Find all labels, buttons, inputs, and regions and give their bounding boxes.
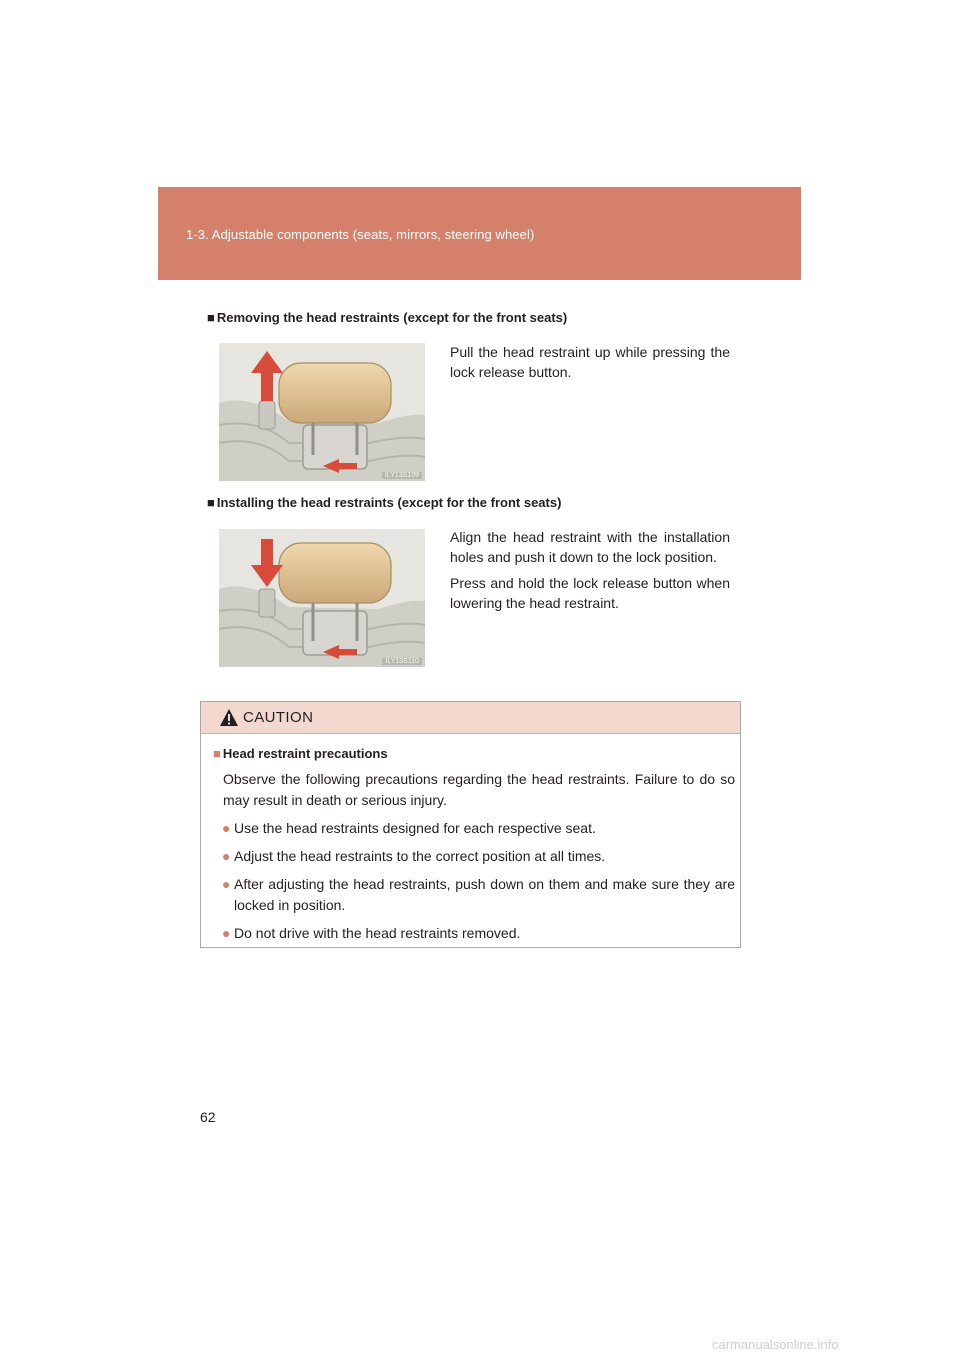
page-number: 62 xyxy=(200,1109,216,1125)
list-item: ● Adjust the head restraints to the correct position at all times. xyxy=(213,846,735,867)
square-bullet-icon: ■ xyxy=(207,310,215,325)
figure-installing-head-restraint xyxy=(219,529,425,667)
caution-header xyxy=(201,702,740,734)
square-bullet-icon: ■ xyxy=(213,746,221,761)
list-item: ● Do not drive with the head restraints removed. xyxy=(213,923,735,944)
figure-removing-head-restraint xyxy=(219,343,425,481)
bullet-icon: ● xyxy=(222,876,231,892)
bullet-icon: ● xyxy=(222,925,231,941)
list-item: ● Use the head restraints designed for each respective seat. xyxy=(213,818,735,839)
figure-code-label: ILY13S109 xyxy=(382,472,422,479)
list-item: ● After adjusting the head restraints, push down on them and make sure they are locked in position. xyxy=(222,876,735,913)
square-bullet-icon: ■ xyxy=(207,495,215,510)
caution-heading: ■ Head restraint precautions xyxy=(213,746,388,761)
caution-title: CAUTION xyxy=(243,709,314,726)
caution-body xyxy=(213,746,735,951)
section-text-installing: Align the head restraint with the installation holes and push it down to the lock position. Press and hold the lock release button when lowering the head restraint. xyxy=(450,529,730,611)
bullet-icon: ● xyxy=(222,820,231,836)
section-text-removing: Pull the head restraint up while pressing the lock release button. xyxy=(450,344,730,380)
section-heading-installing: ■ Installing the head restraints (except for the front seats) xyxy=(207,495,562,510)
chapter-header xyxy=(158,187,801,280)
watermark: carmanualsonline.info xyxy=(712,1337,839,1352)
caution-intro: Observe the following precautions regarding the head restraints. Failure to do so may result in death or serious injury. xyxy=(223,771,735,808)
warning-triangle-icon xyxy=(219,708,239,727)
caution-bullet-list xyxy=(213,818,735,944)
figure-code-label: ILY13S110 xyxy=(382,658,422,665)
bullet-icon: ● xyxy=(222,848,231,864)
chapter-title: 1-3. Adjustable components (seats, mirrors, steering wheel) xyxy=(186,227,535,242)
caution-box xyxy=(200,701,741,948)
section-heading-removing: ■ Removing the head restraints (except for the front seats) xyxy=(207,310,568,325)
